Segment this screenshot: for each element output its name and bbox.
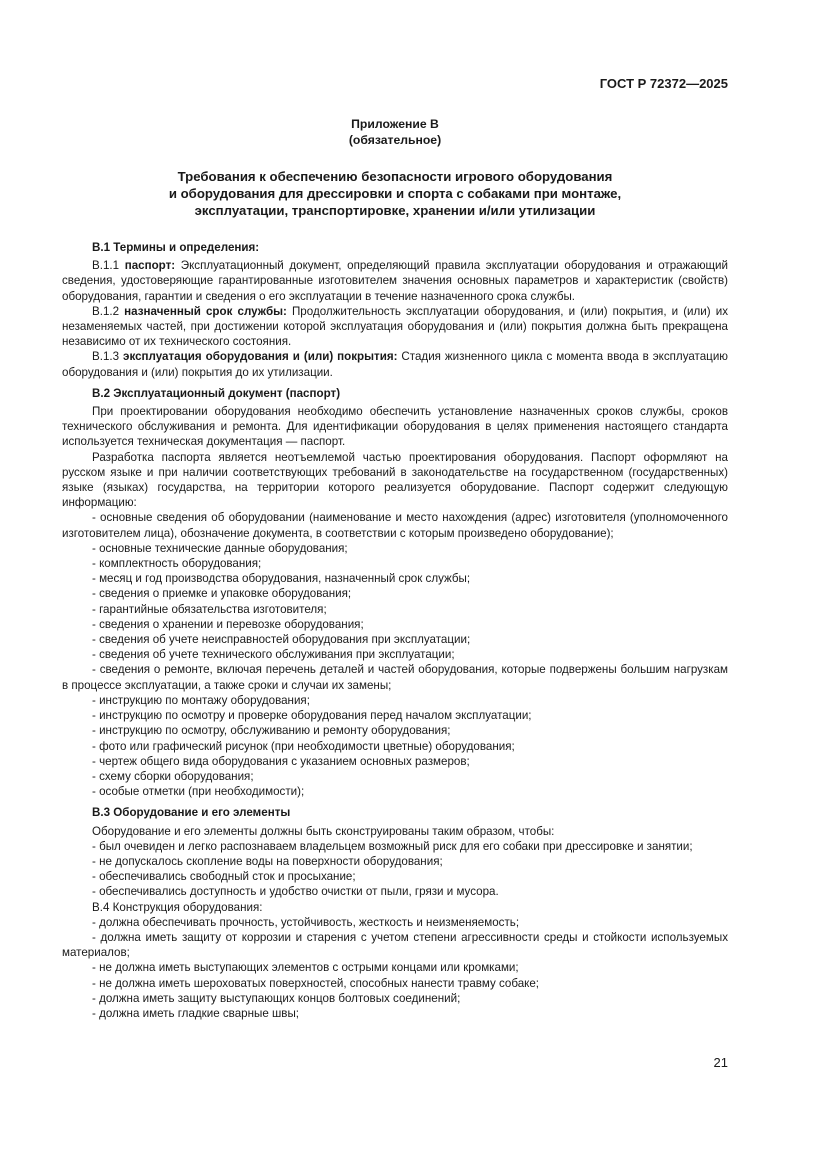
list-item: - сведения о ремонте, включая перечень деталей и частей оборудования, которые подвержены большим нагрузкам в процессе эксплуатации, а также сроки и случаи их замены; [62,663,728,692]
term-text: Эксплуатационный документ, определяющий правила эксплуатации оборудования и отражающий сведения, удостоверяющие гарантированные изготовителем значения основных параметров и характеристик (свойств) оборудования, гарантии и сведения о его эксплуатации в течение назначенного срока службы. [62,259,729,303]
list-item: - не допускалось скопление воды на поверхности оборудования; [92,854,443,868]
list-item: - месяц и год производства оборудования, назначенный срок службы; [92,572,471,586]
list-item: - схему сборки оборудования; [92,769,254,783]
list-item: - сведения об учете неисправностей оборудования при эксплуатации; [92,633,471,647]
list-item: - должна иметь гладкие сварные швы; [92,1006,300,1020]
term-name: паспорт: [124,259,176,273]
term-number: В.1.2 [92,304,125,318]
term-text: Продолжительность эксплуатации оборудования, и (или) покрытия, и (или) их незаменяемых частей, при достижении которой эксплуатация оборудования и (или) покрытия должна быть прекращена независимо от их технического состояния. [62,304,728,349]
appendix-status: (обязательное) [348,133,442,147]
list-item: - был очевиден и легко распознаваем владельцем возможный риск для его собаки при дрессировке и занятии; [92,839,693,853]
list-item: - сведения о хранении и перевозке оборудования; [92,617,364,631]
title-line: и оборудования для дрессировки и спорта с собаками при монтаже, [168,186,622,201]
page-content [62,116,728,1021]
list-item: - инструкцию по осмотру и проверке оборудования перед началом эксплуатации; [92,709,532,723]
list-item: - основные технические данные оборудования; [92,541,348,555]
list-item: - особые отметки (при необходимости); [92,785,305,799]
term-name: назначенный срок службы: [124,304,287,318]
list-item: - инструкцию по монтажу оборудования; [92,693,310,707]
paragraph: Оборудование и его элементы должны быть сконструированы таким образом, чтобы: [92,824,555,838]
appendix-label: Приложение В [351,117,439,131]
term-definition [62,258,728,304]
list-item: - не должна иметь выступающих элементов с острыми концами или кромками; [92,961,519,975]
paragraph: В.4 Конструкция оборудования: [92,900,263,914]
list-item: - сведения о приемке и упаковке оборудования; [92,587,352,601]
list-item: - сведения об учете технического обслуживания при эксплуатации; [92,648,455,662]
section-heading: В.3 Оборудование и его элементы [92,806,291,820]
list-item: - должна иметь защиту выступающих концов болтовых соединений; [92,991,461,1005]
paragraph: Разработка паспорта является неотъемлемой частью проектирования оборудования. Паспорт оформляют на русском языке и при наличии соответствующих требований в законодательстве на государственном (государственных) языке (языках) государства, на территории которого реализуется оборудование. Паспорт содержит следующую информацию: [62,450,728,510]
list-item: - гарантийные обязательства изготовителя; [92,602,327,616]
term-number: В.1.3 [92,350,124,364]
paragraph: При проектировании оборудования необходимо обеспечить установление назначенных сроков службы, сроков технического обслуживания и ремонта. Для идентификации оборудования в целях применения настоящего стандарта используется техническая документация — паспорт. [62,405,728,449]
appendix-heading [62,116,728,148]
standard-number: ГОСТ Р 72372—2025 [599,76,728,91]
title-line: эксплуатации, транспортировке, хранении и/или утилизации [194,203,596,218]
term-definition [62,304,728,350]
term-number: В.1.1 [92,259,125,273]
term-definition [62,349,728,379]
list-item: - обеспечивались свободный сток и просыхание; [92,870,356,884]
section-heading: В.2 Эксплуатационный документ (паспорт) [92,386,341,400]
list-item: - инструкцию по осмотру, обслуживанию и ремонту оборудования; [92,724,451,738]
title-line: Требования к обеспечению безопасности игрового оборудования [177,169,613,184]
list-item: - основные сведения об оборудовании (наименование и место нахождения (адрес) изготовителя (уполномоченного изготовителем лица), обозначение документа, в соответствии с которым произведено оборудование); [62,511,728,540]
list-item: - должна иметь защиту от коррозии и старения с учетом степени агрессивности среды и стойкости используемых материалов; [62,930,728,960]
term-text: Стадия жизненного цикла с момента ввода в эксплуатацию оборудования и (или) покрытия до их утилизации. [62,350,728,379]
list-item: - должна обеспечивать прочность, устойчивость, жесткость и неизменяемость; [92,915,520,929]
page-number: 21 [713,1055,728,1070]
term-name: эксплуатация оборудования и (или) покрытия: [123,350,398,364]
list-item: - фото или графический рисунок (при необходимости цветные) оборудования; [92,739,515,753]
list-item: - не должна иметь шероховатых поверхностей, способных нанести травму собаке; [92,976,540,990]
list-item: - комплектность оборудования; [92,557,262,571]
section-heading: В.1 Термины и определения: [92,241,260,254]
appendix-title [62,168,728,219]
list-item: - обеспечивались доступность и удобство очистки от пыли, грязи и мусора. [92,885,499,899]
list-item: - чертеж общего вида оборудования с указанием основных размеров; [92,754,470,768]
